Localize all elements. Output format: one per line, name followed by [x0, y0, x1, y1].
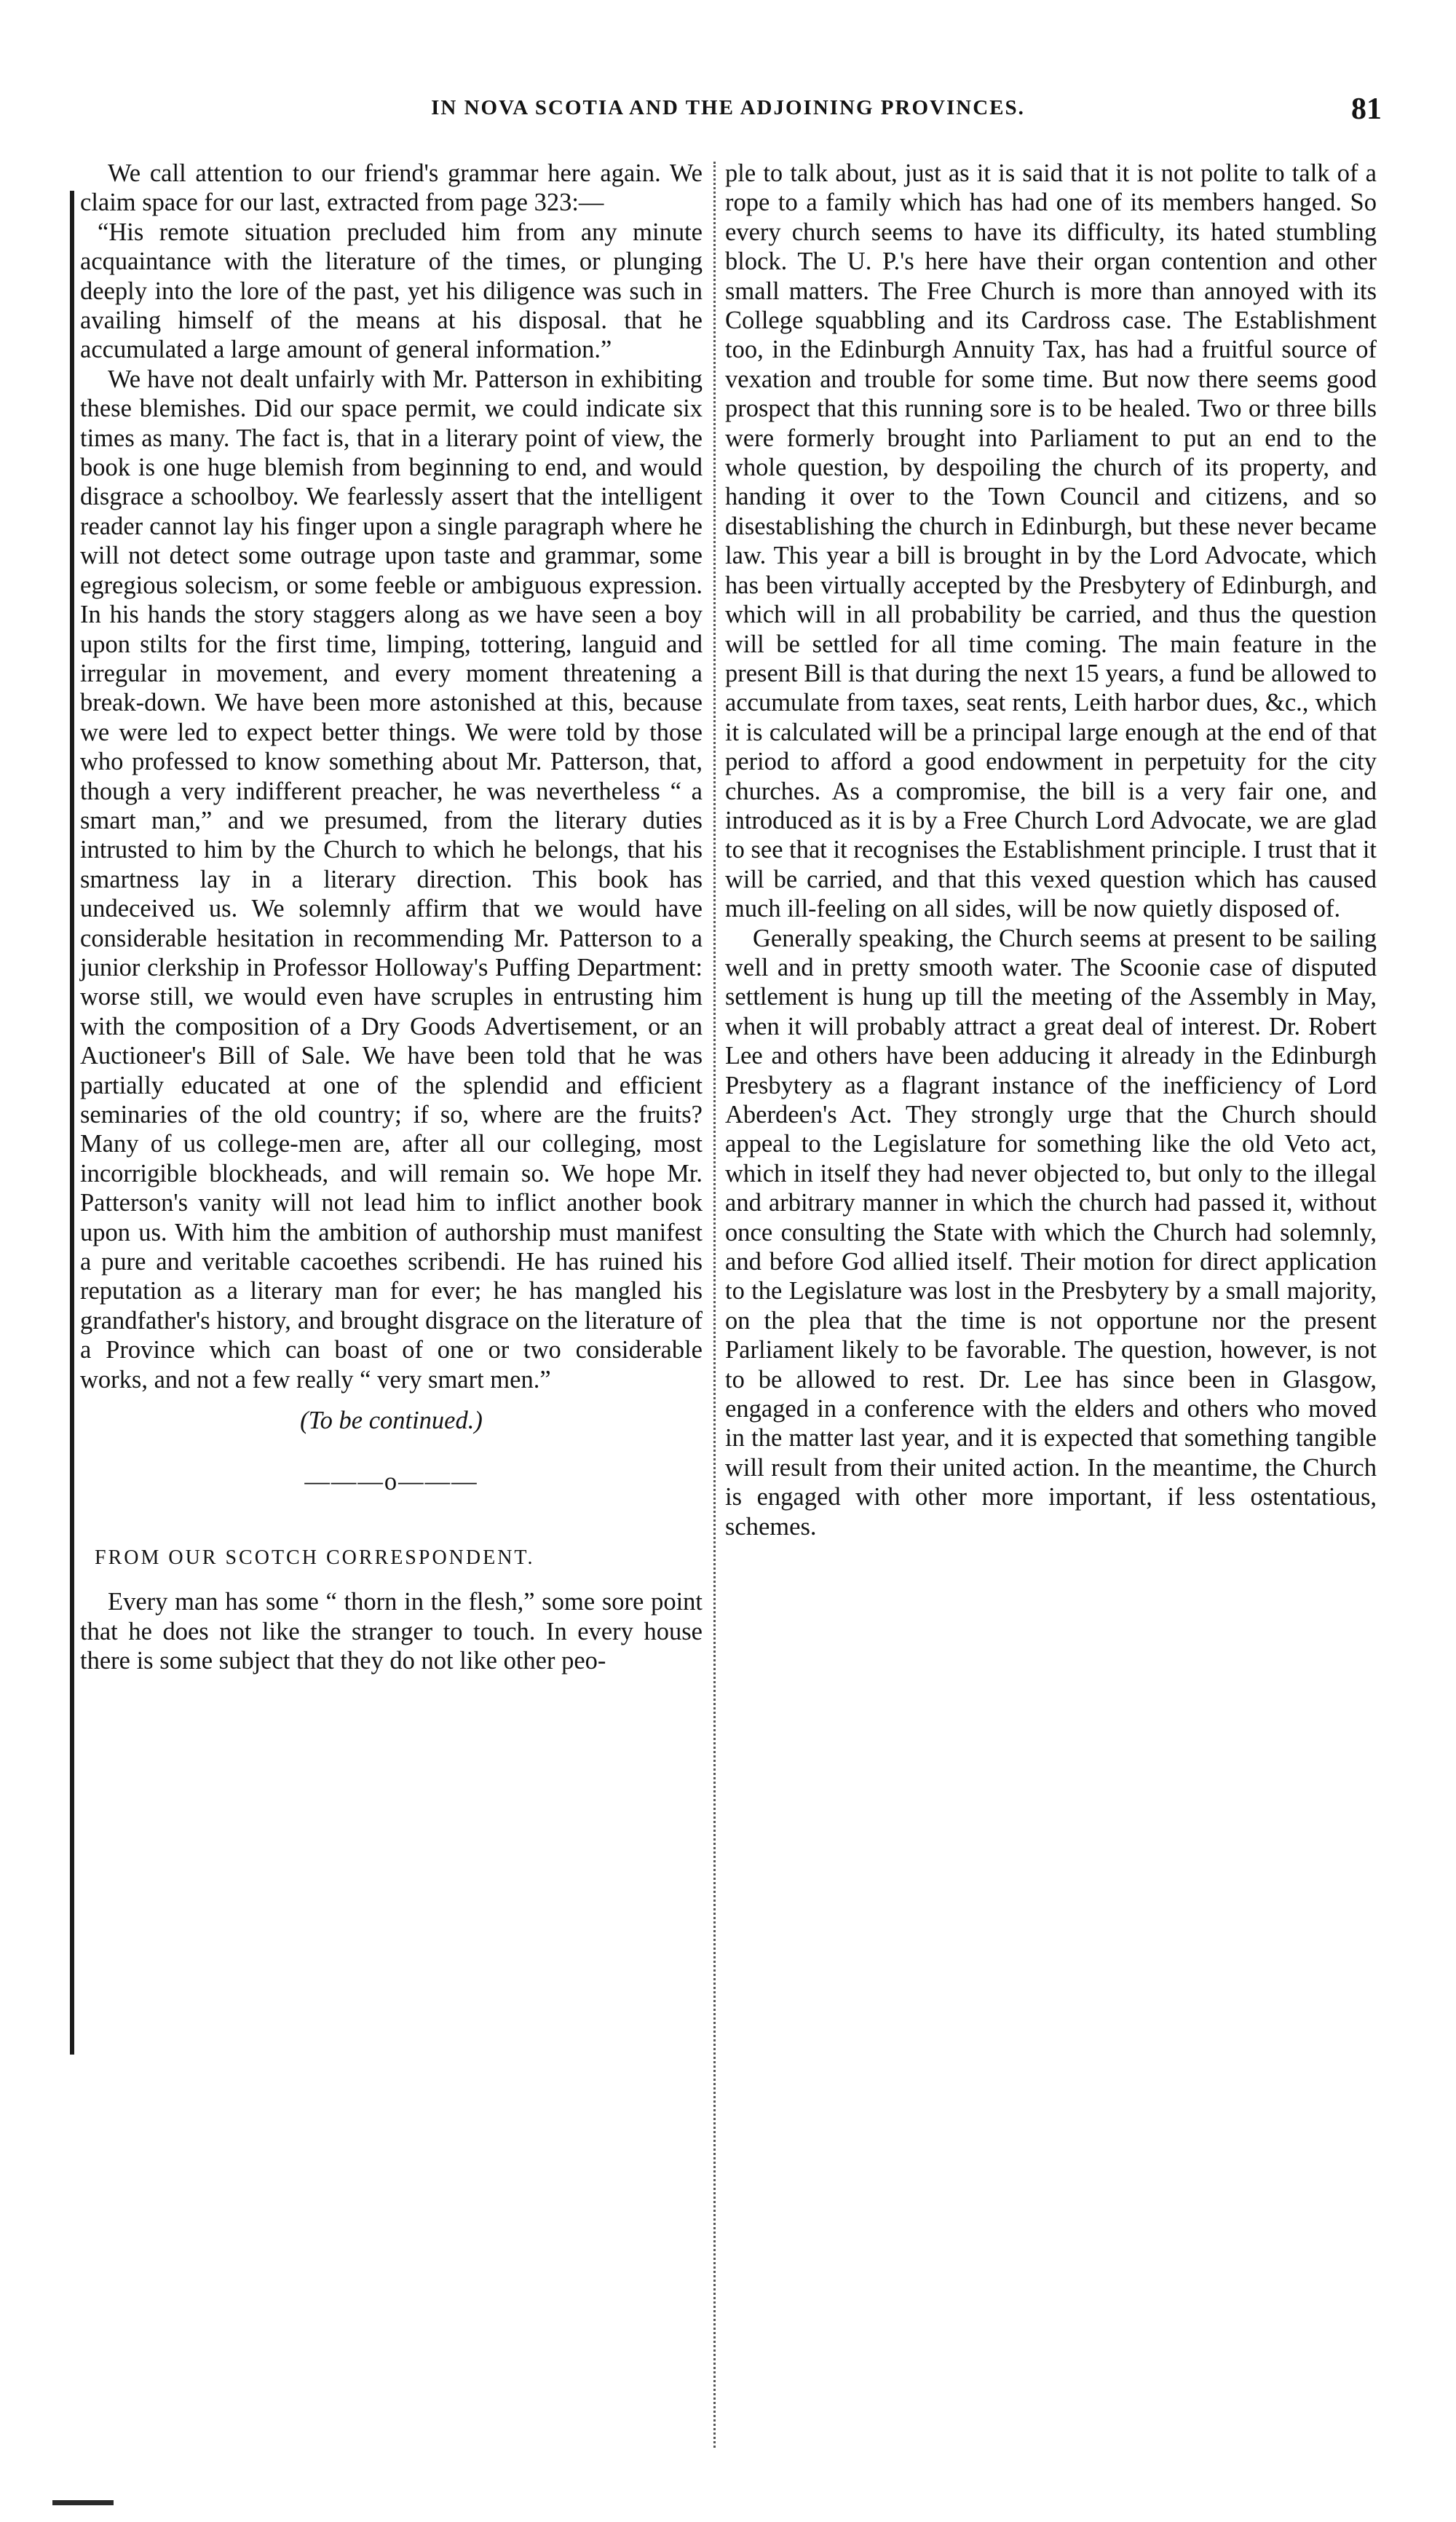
left-paragraph-3: Every man has some “ thorn in the flesh,” some sore point that he does not like the stranger to touch. In every house there is some subject that they do not like other peo- — [80, 1588, 703, 1675]
section-heading: FROM OUR SCOTCH CORRESPONDENT. — [95, 1546, 535, 1569]
section-separator: ———o——— — [304, 1468, 478, 1496]
left-margin-rule — [70, 191, 74, 2055]
left-column — [80, 159, 703, 1676]
right-paragraph-2: Generally speaking, the Church seems at present to be sailing well and in pretty smooth water. The Scoonie case of disputed settlement is hung up till the meeting of the Assembly in May, when it will probably attract a great deal of interest. Dr. Robert Lee and others have been adducing it already in the Edinburgh Presbytery as a flagrant instance of the inefficiency of Lord Aberdeen's Act. They strongly urge that the Church should appeal to the Legislature for something like the old Veto act, which in itself they had never objected to, but only to the illegal and arbitrary manner in which the church had passed it, without once consulting the State with which the Church had solemnly, and before God allied itself. Their motion for direct application to the Legislature was lost in the Presbytery by a small majority, on the plea that the time is not opportune nor the present Parliament likely to be favorable. The question, however, is not to be allowed to rest. Dr. Lee has since been in Glasgow, engaged in a conference with the elders and others who moved in the matter last year, and it is expected that something tangible will result from their united action. In the meantime, the Church is engaged with other more important, if less ostentatious, schemes. — [725, 924, 1377, 1541]
right-paragraph-1: ple to talk about, just as it is said that it is not polite to talk of a rope to a family which has had one of its members hanged. So every church seems to have its difficulty, its hated stumbling block. The U. P.'s here have their organ contention and other small matters. The Free Church is more than annoyed with its College squabbling and its Cardross case. The Establishment too, in the Edinburgh Annuity Tax, has had a fruitful source of vexation and trouble for some time. But now there seems good prospect that this running sore is to be healed. Two or three bills were formerly brought into Parliament to put an end to the whole question, by despoiling the church of its property, and handing it over to the Town Council and citizens, and so disestablishing the church in Edinburgh, but these never became law. This year a bill is brought in by the Lord Advocate, which has been virtually accepted by the Presbytery of Edinburgh, and which will in all probability be carried, and thus the question will be settled for all time coming. The main feature in the present Bill is that during the next 15 years, a fund be allowed to accumulate from taxes, seat rents, Leith harbor dues, &c., which it is calculated will be a principal large enough at the end of that period to afford a good endowment in perpetuity for the city churches. As a compromise, the bill is a very fair one, and introduced as it is by a Free Church Lord Advocate, we are glad to see that it recognises the Establishment principle. I trust that it will be carried, and that this vexed question which has caused much ill-feeling on all sides, will be now quietly disposed of. — [725, 159, 1377, 923]
left-paragraph-1: We call attention to our friend's grammar here again. We claim space for our last, extracted from page 323:— — [80, 159, 703, 217]
quotation: “His remote situation precluded him from any minute acquaintance with the literature of the times, or plunging deeply into the lore of the past, yet his diligence was such in availing himself of the means at his disposal. that he accumulated a large amount of general information.” — [80, 218, 703, 364]
bottom-edge-mark — [52, 2500, 114, 2505]
column-divider — [713, 162, 716, 2448]
left-paragraph-2: We have not dealt unfairly with Mr. Patterson in exhibiting these blemishes. Did our space permit, we could indicate six times as many. The fact is, that in a literary point of view, the book is one huge blemish from beginning to end, and would disgrace a schoolboy. We fearlessly assert that the intelligent reader cannot lay his finger upon a single paragraph where he will not detect some outrage upon taste and grammar, some egregious solecism, or some feeble or ambiguous expression. In his hands the story staggers along as we have seen a boy upon stilts for the first time, limping, tottering, languid and irregular in movement, and every moment threatening a break-down. We have been more astonished at this, because we were led to expect better things. We were told by those who professed to know something about Mr. Patterson, that, though a very indifferent preacher, he was nevertheless “ a smart man,” and we presumed, from the literary duties intrusted to him by the Church to which he belongs, that his smartness lay in a literary direction. This book has undeceived us. We solemnly affirm that we would have considerable hesitation in recommending Mr. Patterson to a junior clerkship in Professor Holloway's Puffing Department: worse still, we would even have scruples in entrusting him with the composition of a Dry Goods Advertisement, or an Auctioneer's Bill of Sale. We have been told that he was partially educated at one of the splendid and efficient seminaries of the old country; if so, where are the fruits? Many of us college-men are, after all our colleging, most incorrigible blockheads, and will remain so. We hope Mr. Patterson's vanity will not lead him to inflict another book upon us. With him the ambition of authorship must manifest a pure and veritable cacoethes scribendi. He has ruined his reputation as a literary man for ever; he has mangled his grandfather's history, and brought disgrace on the literature of a Province which can boast of one or two considerable works, and not a few really “ very smart men.” — [80, 365, 703, 1394]
to-be-continued: (To be continued.) — [300, 1407, 483, 1435]
page-header — [0, 92, 1456, 135]
right-column — [725, 159, 1377, 1541]
page-number: 81 — [1351, 92, 1382, 126]
running-head: IN NOVA SCOTIA AND THE ADJOINING PROVINCES. — [431, 96, 1025, 119]
